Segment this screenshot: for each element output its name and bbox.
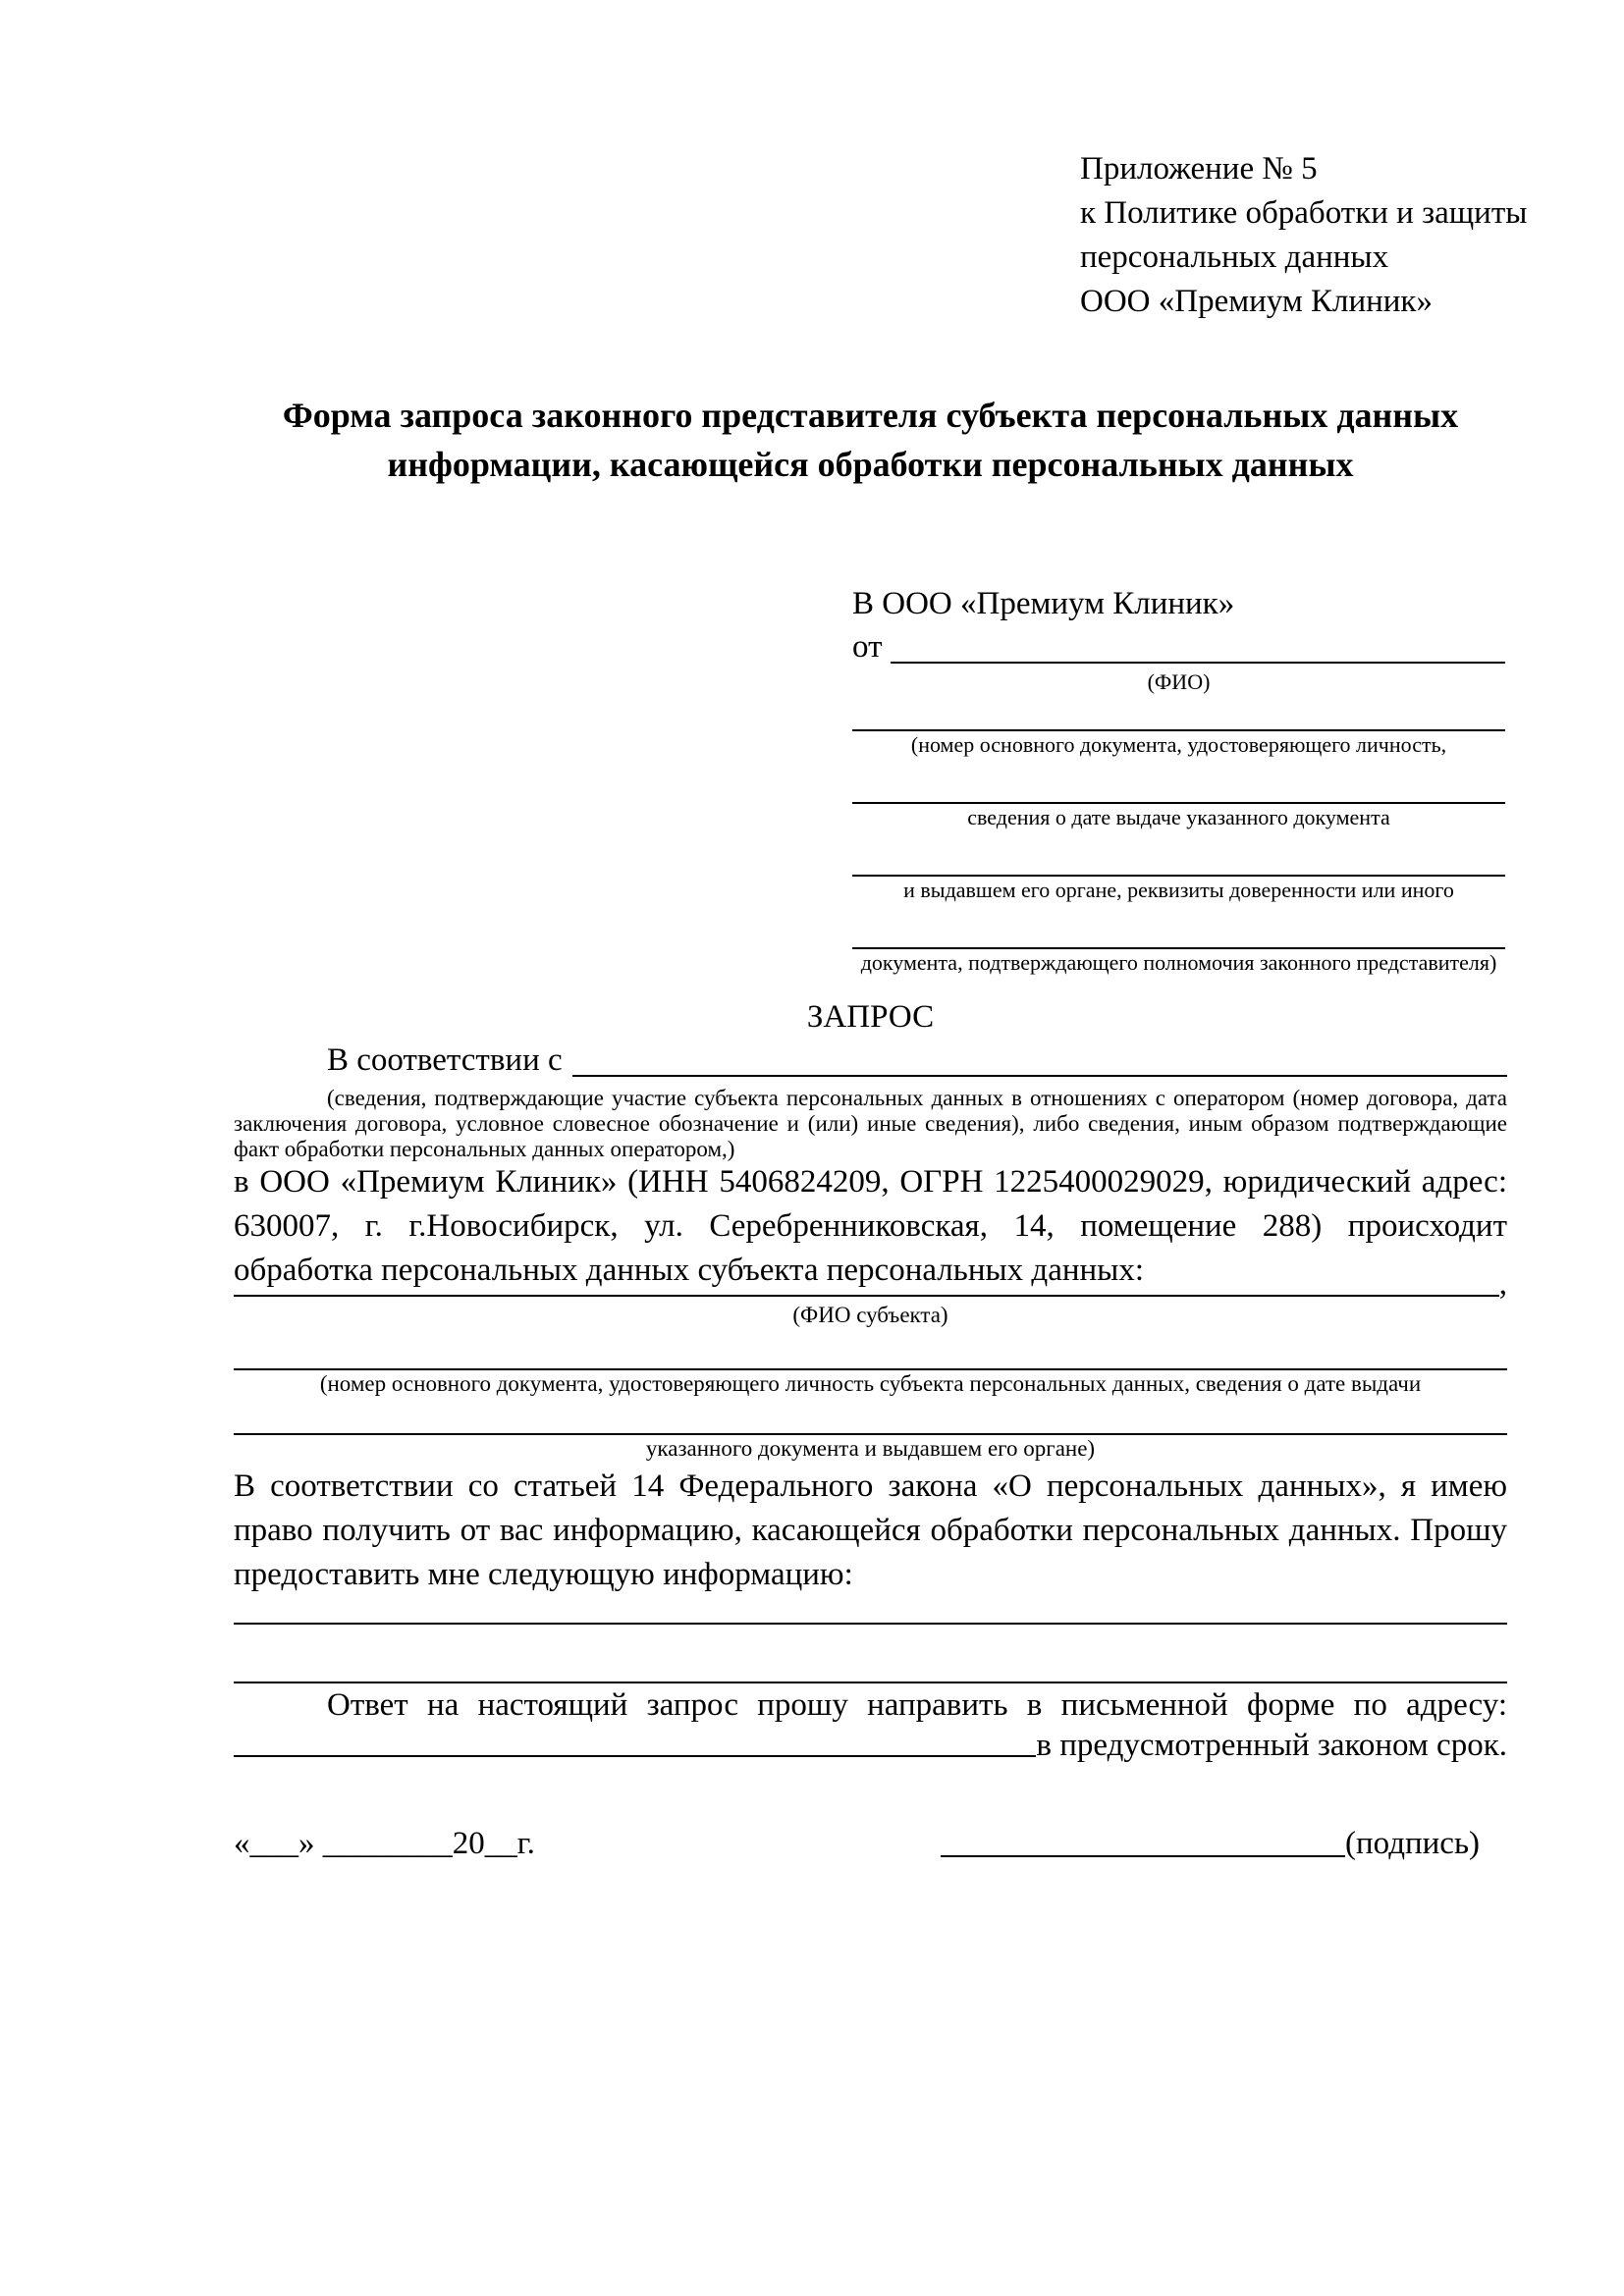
signature-row xyxy=(234,1820,1507,1865)
blank-write-line xyxy=(234,1585,1507,1625)
blank-write-line xyxy=(852,696,1505,731)
answer-tail: в предусмотренный законом срок. xyxy=(1036,1728,1507,1763)
subject-doc-caption: (номер основного документа, удостоверяющего личность субъекта персональных данных, сведения о дате выдачи xyxy=(319,1371,1422,1396)
fio-caption: (ФИО) xyxy=(1147,669,1211,694)
write-line-caption: (номер основного документа, удостоверяющего личность, xyxy=(910,732,1447,757)
blank-write-line xyxy=(234,1398,1507,1435)
answer-address-row xyxy=(234,1728,1507,1763)
appendix-line: ООО «Премиум Клиник» xyxy=(1080,284,1433,319)
law-paragraph: В соответствии со статьей 14 Федерального закона «О персональных данных», я имею право получить от вас информацию, касающейся обработки персональных данных. Прошу предоставить мне следующую информацию: xyxy=(234,1468,1507,1592)
signature-blank-line xyxy=(941,1854,1345,1857)
address-blank-line xyxy=(234,1755,1036,1757)
appendix-line: персональных данных xyxy=(1080,240,1389,275)
from-blank-line xyxy=(891,625,1506,664)
subject-doc-caption: указанного документа и выдавшем его органе) xyxy=(645,1436,1096,1461)
addressee-to: В ООО «Премиум Клиник» xyxy=(852,586,1235,621)
date-field: «___» ________20__г. xyxy=(234,1826,535,1861)
subject-fio-row xyxy=(234,1264,1507,1302)
fine-print-caption: (сведения, подтверждающие участие субъекта персональных данных в отношениях с оператором (номер договора, дата заключения договора, условное словесное обозначение и (или) иные сведения), либо сведения, иным образом подтверждающие факт обработки персональных данных оператором,) xyxy=(234,1086,1507,1161)
blank-write-line xyxy=(852,904,1505,949)
write-line-caption: сведения о дате выдаче указанного документа xyxy=(967,805,1390,829)
accordance-row xyxy=(234,1039,1507,1082)
blank-write-line xyxy=(234,1625,1507,1683)
trailing-comma: , xyxy=(1498,1266,1507,1302)
write-line-caption: и выдавшем его органе, реквизиты доверенности или иного xyxy=(903,878,1454,902)
subject-fio-caption: (ФИО субъекта) xyxy=(792,1303,948,1327)
request-heading: ЗАПРОС xyxy=(806,999,935,1035)
accordance-lead: В соответствии с xyxy=(327,1042,563,1078)
answer-paragraph: Ответ на настоящий запрос прошу направить в письменной форме по адресу: xyxy=(327,1687,1507,1723)
operator-paragraph: в ООО «Премиум Клиник» (ИНН 5406824209, ОГРН 1225400029029, юридический адрес: 630007, г. г.Новосибирск, ул. Серебренниковская, 14, помещение 288) происходит обработка персональных данных субъекта персональных данных: xyxy=(234,1164,1507,1288)
appendix-line: Приложение № 5 xyxy=(1080,151,1318,187)
subject-block xyxy=(234,1264,1507,1463)
accordance-blank-line xyxy=(572,1039,1507,1077)
appendix-note xyxy=(1080,147,1527,324)
from-row xyxy=(852,625,1505,668)
write-line-caption: документа, подтверждающего полномочия законного представителя) xyxy=(860,950,1497,975)
blank-write-line xyxy=(234,1295,1499,1297)
signature-caption: (подпись) xyxy=(1345,1826,1480,1861)
addressee-block xyxy=(852,582,1505,977)
from-label: от xyxy=(852,629,883,665)
blank-write-line xyxy=(234,1329,1507,1370)
document-title: Форма запроса законного представителя субъекта персональных данных информации, касающейся обработки персональных данных xyxy=(282,396,1459,484)
blank-write-line xyxy=(852,831,1505,877)
appendix-line: к Политике обработки и защиты xyxy=(1080,195,1528,231)
answer-block xyxy=(234,1585,1507,1763)
blank-write-line xyxy=(852,759,1505,804)
signature-field xyxy=(941,1822,1480,1865)
